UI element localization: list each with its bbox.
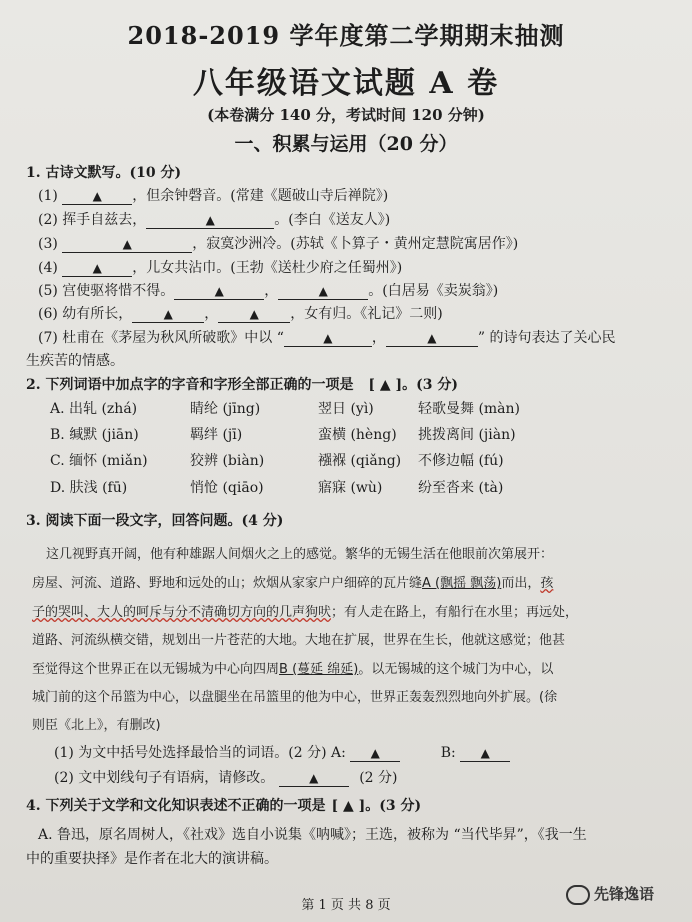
answer-box[interactable]: [ ▲ ]。(3 分) <box>368 377 459 393</box>
section-heading: 一、积累与运用（20 分） <box>234 133 458 155</box>
answer-blank[interactable]: ▲ <box>284 330 372 347</box>
page-number: 第 1 页 共 8 页 <box>301 898 391 913</box>
underlined-sentence: 子的哭叫、大人的呵斥与分不清确切方向的几声狗吠 <box>32 605 332 620</box>
q2-option-c[interactable]: C. 缅怀 (miǎn) 狡辨 (biàn) 襁褓 (qiǎng) 不修边幅 (fú) <box>50 453 504 469</box>
answer-blank[interactable]: ▲ <box>350 745 400 762</box>
passage-line: 城门前的这个吊篮为中心，以盘腿坐在吊篮里的他为中心，世界正轰轰烈烈地向外扩展。(徐 <box>32 690 558 705</box>
answer-blank[interactable]: ▲ <box>174 283 264 300</box>
q1-item-3: (3) ▲ ，寂寞沙洲冷。(苏轼《卜算子・黄州定慧院寓居作》) <box>38 236 519 252</box>
q3-title: 3. 阅读下面一段文字，回答问题。(4 分) <box>26 513 284 529</box>
exam-note: (本卷满分 140 分，考试时间 120 分钟) <box>207 106 485 124</box>
exam-title: 2018-2019 学年度第二学期期末抽测 <box>127 21 565 50</box>
q1-title: 1. 古诗文默写。(10 分) <box>26 165 182 181</box>
q1-item-7: (7) 杜甫在《茅屋为秋风所破歌》中以 “ ▲ ， ▲ ” 的诗句表达了关心民 <box>38 330 616 346</box>
q1-item-1: (1) ▲ ，但余钟磬音。(常建《题破山寺后禅院》) <box>38 188 389 204</box>
wechat-icon <box>566 885 590 905</box>
answer-blank[interactable]: ▲ <box>279 770 349 787</box>
answer-blank[interactable]: ▲ <box>62 236 192 253</box>
q1-item-2: (2) 挥手自兹去， ▲ 。(李白《送友人》) <box>38 212 391 228</box>
q3-sub-1: (1) 为文中括号处选择最恰当的词语。(2 分) A: ▲ B: ▲ <box>54 742 510 762</box>
passage-line: 至觉得这个世界正在以无锡城为中心向四周B (蔓延 绵延)。以无锡城的这个城门为中心，以 <box>32 662 554 677</box>
answer-blank[interactable]: ▲ <box>62 260 132 277</box>
q2-option-d[interactable]: D. 肤浅 (fū) 悄怆 (qiāo) 寤寐 (wù) 纷至沓来 (tà) <box>50 480 504 496</box>
q1-item-4: (4) ▲ ，儿女共沾巾。(王勃《送杜少府之任蜀州》) <box>38 260 403 276</box>
q3-sub-2: (2) 文中划线句子有语病，请修改。 ▲ (2 分) <box>54 770 398 786</box>
q1-item-7-cont: 生疾苦的情感。 <box>26 353 124 369</box>
passage-line: 道路、河流纵横交错，规划出一片苍茫的大地。大地在扩展，世界在生长，他就这感觉；他甚 <box>32 633 566 648</box>
answer-blank[interactable]: ▲ <box>62 188 132 205</box>
watermark: 先锋逸语 <box>566 883 654 905</box>
q1-item-6: (6) 幼有所长， ▲ ， ▲ ，女有归。《礼记》二则) <box>38 306 443 322</box>
q2-option-a[interactable]: A. 出轧 (zhá) 睛纶 (jīng) 翌日 (yì) 轻歌曼舞 (màn) <box>50 401 521 417</box>
passage-line: 子的哭叫、大人的呵斥与分不清确切方向的几声狗吠；有人走在路上，有船行在水里；再远处， <box>32 605 579 620</box>
answer-blank[interactable]: ▲ <box>146 212 274 229</box>
exam-subtitle: 八年级语文试题 A 卷 <box>192 66 500 101</box>
q2-title: 2. 下列词语中加点字的字音和字形全部正确的一项是 [ ▲ ]。(3 分) <box>26 377 459 393</box>
answer-blank[interactable]: ▲ <box>460 745 510 762</box>
q4-option-a[interactable]: A. 鲁迅，原名周树人，《社戏》选自小说集《呐喊》；王选，被称为 “当代毕昇”，《我一生 <box>38 827 587 843</box>
answer-box[interactable]: [ ▲ ]。(3 分) <box>331 798 422 814</box>
answer-blank[interactable]: ▲ <box>132 306 204 323</box>
q1-item-5: (5) 宫使驱将惜不得。 ▲ ， ▲ 。(白居易《卖炭翁》) <box>38 283 499 299</box>
underlined-sentence: 孩 <box>540 576 554 591</box>
answer-blank[interactable]: ▲ <box>218 306 290 323</box>
passage-line: 房屋、河流、道路、野地和远处的山；炊烟从家家户户细碎的瓦片缝A (飘摇 飘荡)而出，孩 <box>32 576 554 591</box>
q2-option-b[interactable]: B. 缄默 (jiān) 羁绊 (jī) 蛮横 (hèng) 挑拨离间 (jiàn) <box>50 427 516 443</box>
answer-blank[interactable]: ▲ <box>386 330 478 347</box>
q4-option-a-cont: 中的重要抉择》是作者在北大的演讲稿。 <box>26 851 278 867</box>
q4-title: 4. 下列关于文学和文化知识表述不正确的一项是 [ ▲ ]。(3 分) <box>26 798 422 814</box>
passage-line: 则臣《北上》，有删改) <box>32 718 161 733</box>
passage-line: 这几视野真开阔，他有种雄踞人间烟火之上的感觉。繁华的无锡生活在他眼前次第展开： <box>46 547 554 562</box>
answer-blank[interactable]: ▲ <box>278 283 368 300</box>
